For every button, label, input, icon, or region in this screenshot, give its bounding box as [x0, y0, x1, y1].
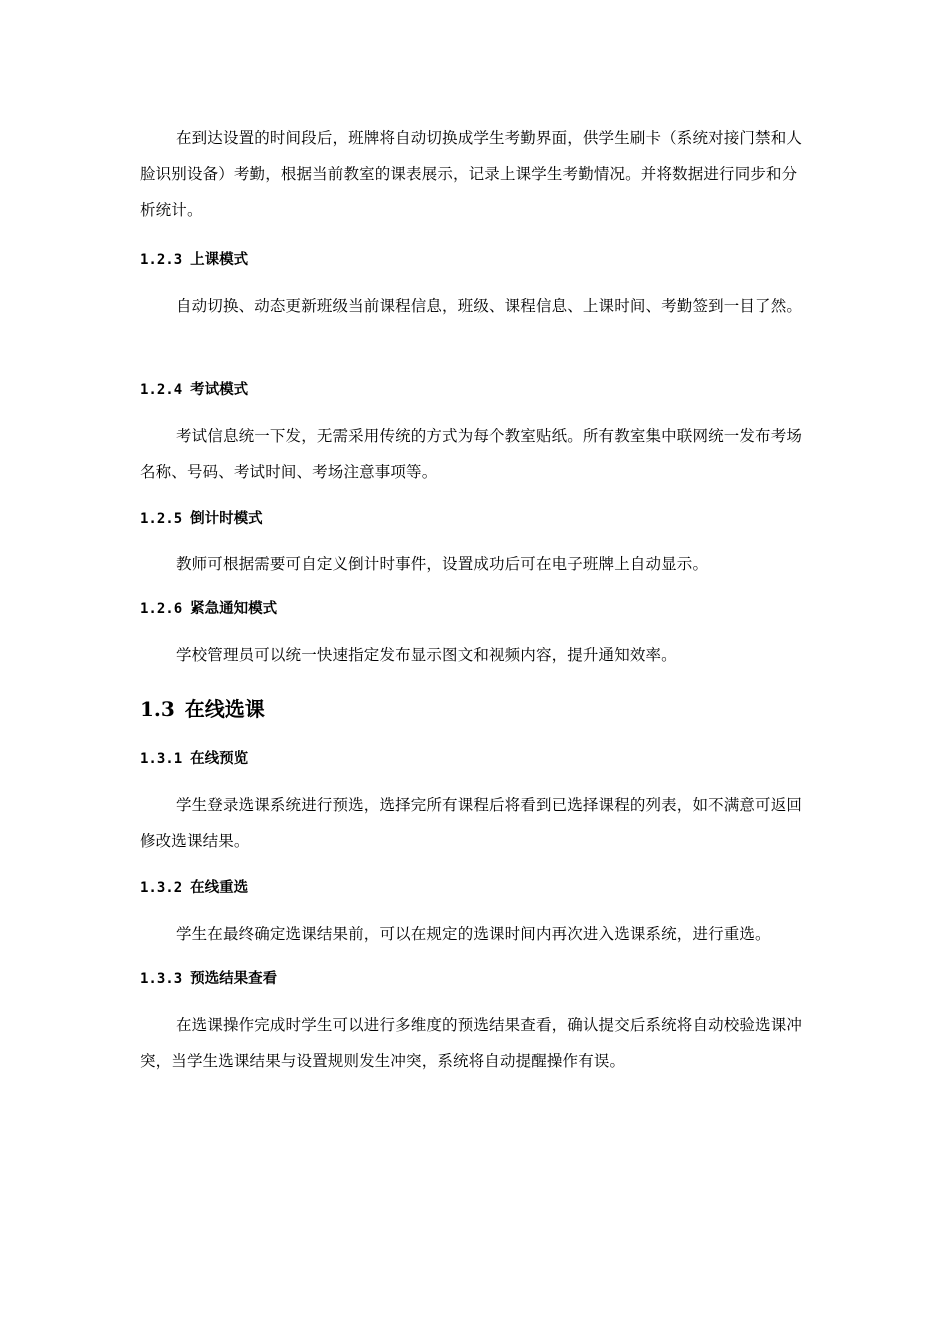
heading-1-3-3: [140, 969, 277, 989]
heading-title: 考试模式: [190, 381, 249, 398]
heading-title: 在线重选: [190, 879, 249, 896]
heading-1-3-1: [140, 749, 248, 769]
paragraph-1-2-5: 教师可根据需要可自定义倒计时事件，设置成功后可在电子班牌上自动显示。: [176, 555, 709, 573]
heading-title: 上课模式: [190, 251, 249, 268]
paragraph-1-2-3: 自动切换、动态更新班级当前课程信息，班级、课程信息、上课时间、考勤签到一目了然。: [176, 297, 803, 315]
heading-number: 1.3.1: [140, 751, 183, 767]
heading-number: 1.2.3: [140, 252, 183, 268]
heading-1-3: [140, 696, 265, 722]
intro-paragraph: 在到达设置的时间段后，班牌将自动切换成学生考勤界面，供学生刷卡（系统对接门禁和人脸识别设备）考勤，根据当前教室的课表展示，记录上课学生考勤情况。并将数据进行同步和分析统计。: [140, 129, 803, 219]
heading-1-2-6: [140, 599, 277, 619]
heading-number: 1.2.5: [140, 511, 183, 527]
paragraph-1-2-6: 学校管理员可以统一快速指定发布显示图文和视频内容，提升通知效率。: [176, 646, 677, 664]
heading-1-2-3: [140, 250, 248, 270]
heading-number: 1.3.3: [140, 971, 183, 987]
heading-number: 1.3: [140, 697, 175, 721]
paragraph-1-3-1: 学生登录选课系统进行预选，选择完所有课程后将看到已选择课程的列表，如不满意可返回修改选课结果。: [140, 796, 803, 850]
heading-title: 预选结果查看: [190, 970, 278, 987]
heading-title: 在线选课: [184, 697, 265, 721]
paragraph-1-3-2: 学生在最终确定选课结果前，可以在规定的选课时间内再次进入选课系统，进行重选。: [176, 925, 771, 943]
paragraph-1-3-3: 在选课操作完成时学生可以进行多维度的预选结果查看，确认提交后系统将自动校验选课冲突，当学生选课结果与设置规则发生冲突，系统将自动提醒操作有误。: [140, 1016, 803, 1070]
heading-number: 1.2.4: [140, 382, 183, 398]
heading-1-2-4: [140, 380, 248, 400]
heading-1-2-5: [140, 509, 263, 529]
heading-number: 1.3.2: [140, 880, 183, 896]
paragraph-1-2-4: 考试信息统一下发，无需采用传统的方式为每个教室贴纸。所有教室集中联网统一发布考场名称、号码、考试时间、考场注意事项等。: [140, 427, 803, 481]
heading-title: 在线预览: [190, 750, 249, 767]
heading-1-3-2: [140, 878, 248, 898]
heading-number: 1.2.6: [140, 601, 183, 617]
heading-title: 紧急通知模式: [190, 600, 278, 617]
heading-title: 倒计时模式: [190, 510, 263, 527]
